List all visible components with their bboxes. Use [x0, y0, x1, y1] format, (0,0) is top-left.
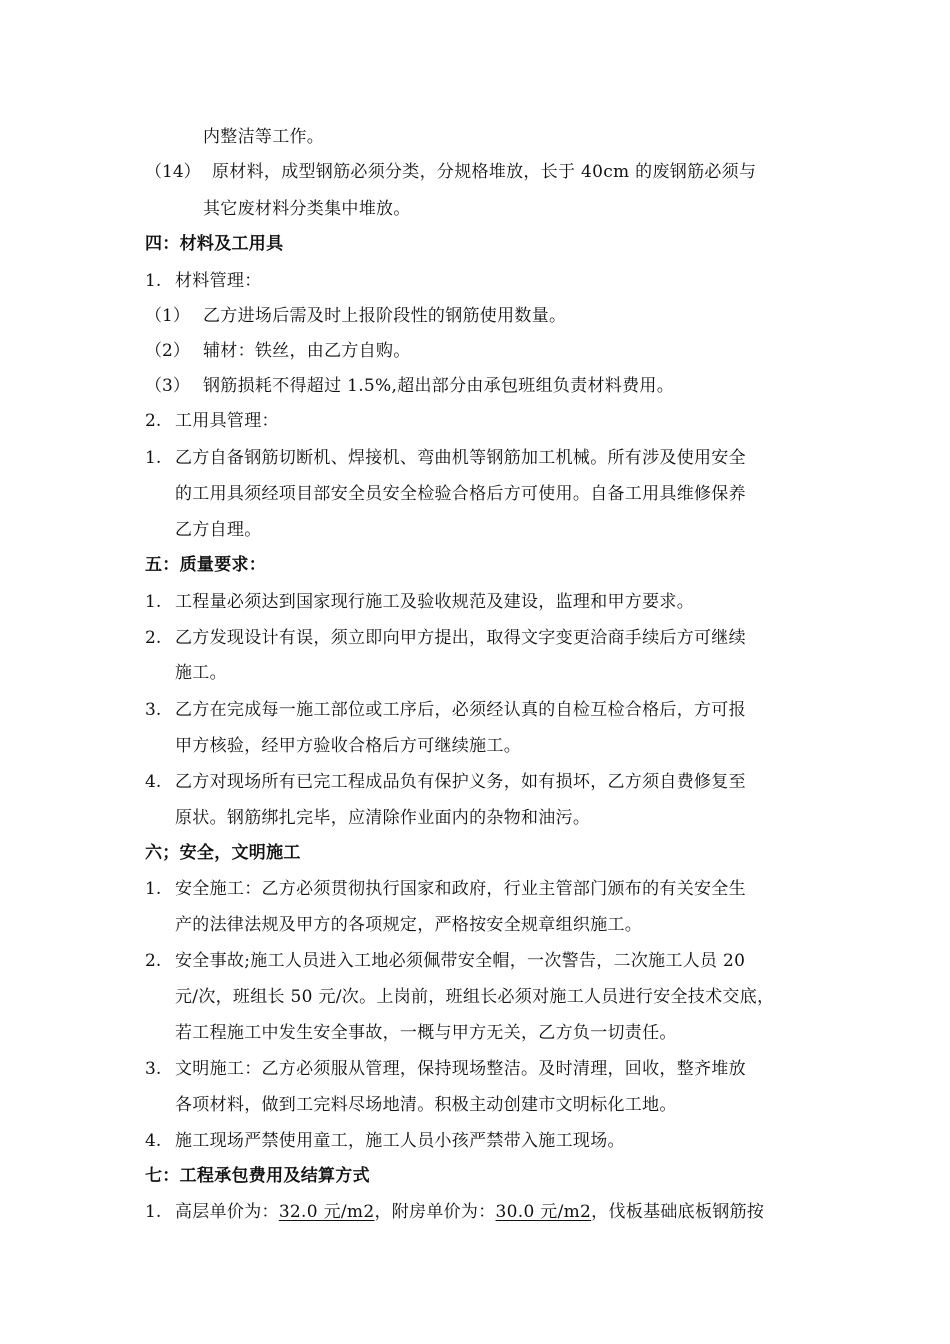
text-line: 施工现场严禁使用童工，施工人员小孩严禁带入施工现场。 [175, 1131, 625, 1151]
text-line: 各项材料，做到工完料尽场地清。积极主动创建市文明标化工地。 [175, 1095, 677, 1115]
text-line: 内整洁等工作。 [203, 127, 325, 147]
price-annex: 30.0 元/m2 [495, 1202, 592, 1222]
text-line: 乙方发现设计有误，须立即向甲方提出，取得文字变更洽商手续后方可继续 [175, 628, 746, 648]
text-line: 原材料，成型钢筋必须分类，分规格堆放，长于 40cm 的废钢筋必须与 [212, 162, 757, 182]
text-line: 的工用具须经项目部安全员安全检验合格后方可使用。自备工用具维修保养 [175, 484, 746, 504]
text-line: 施工。 [175, 663, 227, 683]
list-number: 2. [145, 628, 162, 648]
text-line: 乙方对现场所有已完工程成品负有保护义务，如有损坏，乙方须自费修复至 [175, 772, 746, 792]
text-fragment: ，伐板基础底板钢筋按 [591, 1202, 765, 1222]
list-number: 1. [145, 1202, 162, 1222]
text-line: 乙方在完成每一施工部位或工序后，必须经认真的自检互检合格后，方可报 [175, 700, 746, 720]
text-line: 甲方核验，经甲方验收合格后方可继续施工。 [175, 736, 521, 756]
list-number: 1. [145, 448, 162, 468]
list-number: 1. [145, 271, 162, 291]
list-number: 2. [145, 951, 162, 971]
text-line [175, 1200, 764, 1224]
text-fragment: 高层单价为： [175, 1202, 279, 1222]
text-line: 若工程施工中发生安全事故，一概与甲方无关，乙方负一切责任。 [175, 1023, 677, 1043]
text-line: 产的法律法规及甲方的各项规定，严格按安全规章组织施工。 [175, 915, 643, 935]
text-line: 工程量必须达到国家现行施工及验收规范及建设，监理和甲方要求。 [175, 592, 694, 612]
list-number: （3） [145, 376, 190, 396]
list-number: （2） [145, 341, 190, 361]
section-heading: 六；安全，文明施工 [145, 843, 301, 863]
text-line: 文明施工：乙方必须服从管理，保持现场整洁。及时清理，回收，整齐堆放 [175, 1059, 746, 1079]
text-line: 乙方自备钢筋切断机、焊接机、弯曲机等钢筋加工机械。所有涉及使用安全 [175, 448, 746, 468]
list-number: 1. [145, 879, 162, 899]
text-line: 其它废材料分类集中堆放。 [203, 199, 411, 219]
text-line: 元/次，班组长 50 元/次。上岗前，班组长必须对施工人员进行安全技术交底， [175, 987, 775, 1007]
text-line: 安全施工：乙方必须贯彻执行国家和政府，行业主管部门颁布的有关安全生 [175, 879, 746, 899]
section-heading: 四：材料及工用具 [145, 234, 284, 254]
text-line: 原状。钢筋绑扎完毕，应清除作业面内的杂物和油污。 [175, 808, 591, 828]
list-number: 2. [145, 411, 162, 431]
price-highrise: 32.0 元/m2 [278, 1202, 375, 1222]
list-number: 3. [145, 1059, 162, 1079]
text-line: 安全事故;施工人员进入工地必须佩带安全帽，一次警告，二次施工人员 20 [175, 951, 746, 971]
text-line: 乙方进场后需及时上报阶段性的钢筋使用数量。 [203, 306, 567, 326]
list-number: 4. [145, 1131, 162, 1151]
text-line: 工用具管理： [175, 411, 279, 431]
list-number: 3. [145, 700, 162, 720]
list-number: 1. [145, 592, 162, 612]
text-line: 钢筋损耗不得超过 1.5%,超出部分由承包班组负责材料费用。 [203, 376, 674, 396]
list-number: （14） [145, 162, 201, 182]
section-heading: 五：质量要求： [145, 555, 267, 575]
text-fragment: ，附房单价为： [374, 1202, 496, 1222]
text-line: 乙方自理。 [175, 520, 262, 540]
text-line: 材料管理： [175, 271, 262, 291]
list-number: （1） [145, 306, 190, 326]
list-number: 4. [145, 772, 162, 792]
section-heading: 七：工程承包费用及结算方式 [145, 1166, 370, 1186]
text-line: 辅材：铁丝，由乙方自购。 [203, 341, 411, 361]
